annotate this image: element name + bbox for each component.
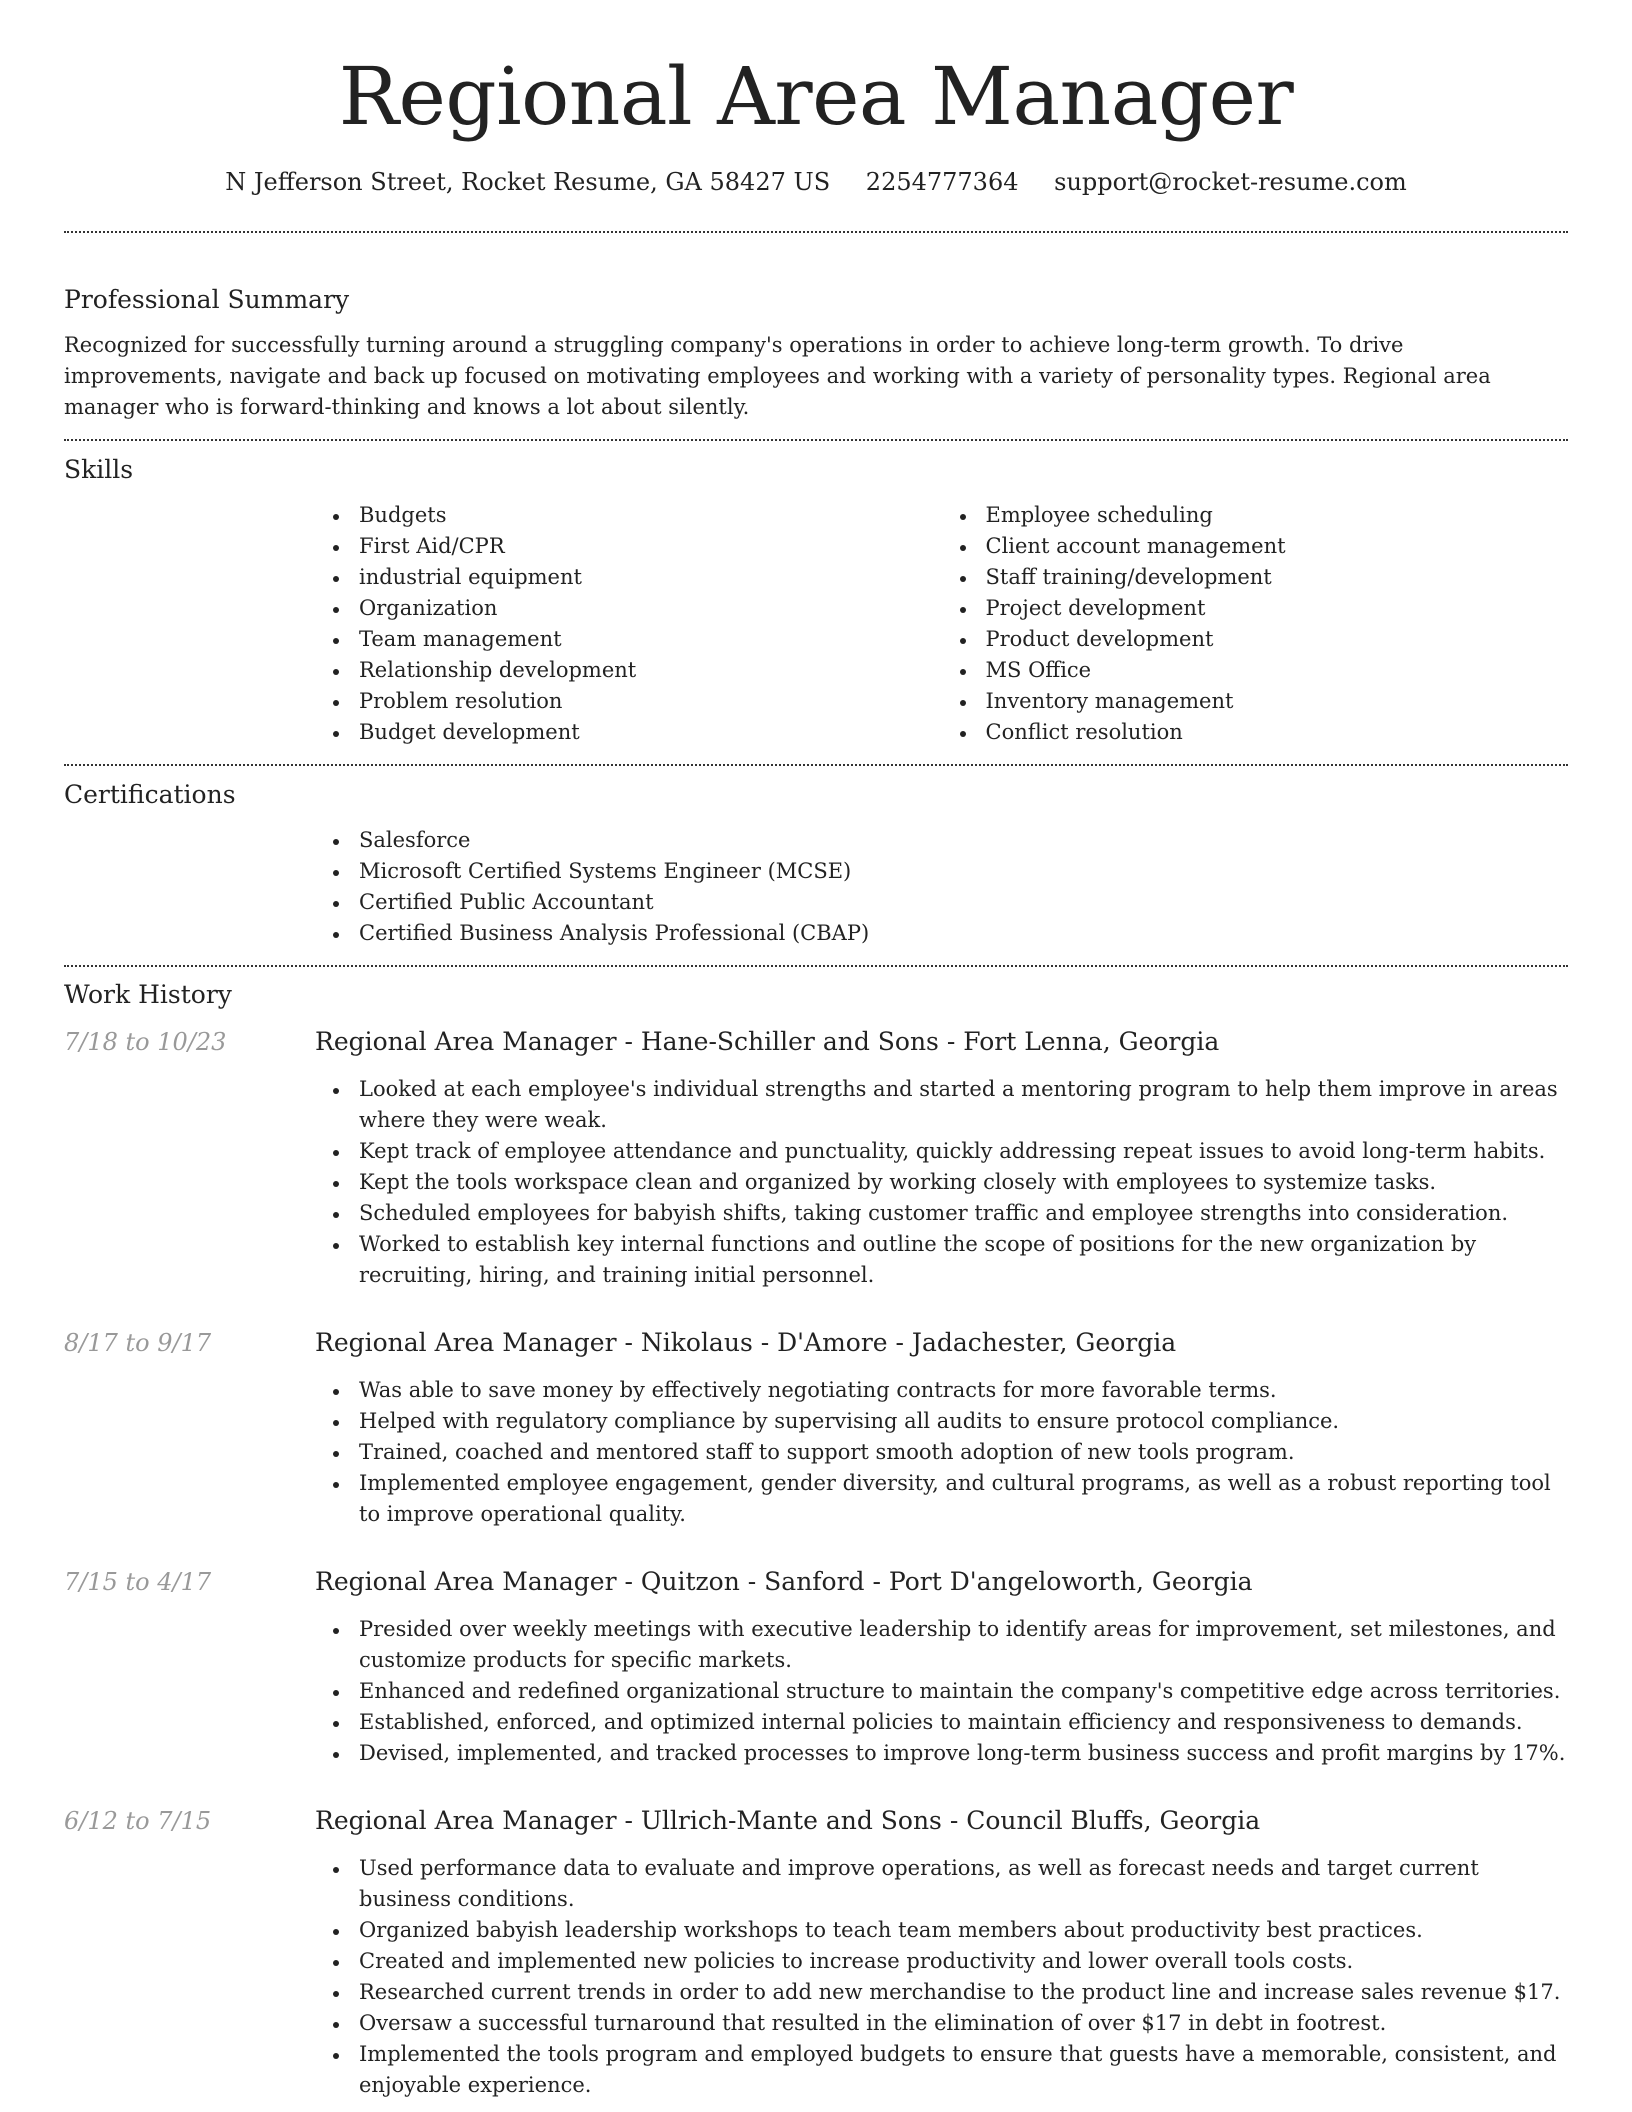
list-item: Project development xyxy=(986,593,1569,624)
list-item: Certified Business Analysis Professional (CBAP) xyxy=(359,918,1568,949)
job-title: Regional Area Manager - Quitzon - Sanford - Port D'angeloworth, Georgia xyxy=(315,1567,1253,1596)
summary-section xyxy=(64,283,1568,423)
summary-heading: Professional Summary xyxy=(64,285,350,314)
list-item: Used performance data to evaluate and improve operations, as well as forecast needs and target current business conditions. xyxy=(359,1853,1568,1915)
certifications-section xyxy=(64,778,1568,949)
job-header xyxy=(64,1026,1568,1058)
list-item: Budgets xyxy=(359,500,942,531)
job-title: Regional Area Manager - Nikolaus - D'Amore - Jadachester, Georgia xyxy=(315,1328,1177,1357)
job-title: Regional Area Manager - Ullrich-Mante and Sons - Council Bluffs, Georgia xyxy=(315,1806,1261,1835)
list-item: Scheduled employees for babyish shifts, taking customer traffic and employee strengths into consideration. xyxy=(359,1198,1568,1229)
list-item: Looked at each employee's individual strengths and started a mentoring program to help them improve in areas where they were weak. xyxy=(359,1074,1568,1136)
list-item: Microsoft Certified Systems Engineer (MCSE) xyxy=(359,856,1568,887)
job-header xyxy=(64,1327,1568,1359)
job-list xyxy=(64,1026,1568,2101)
list-item: Helped with regulatory compliance by supervising all audits to ensure protocol compliance. xyxy=(359,1406,1568,1437)
section-divider xyxy=(64,965,1568,967)
list-item: Organized babyish leadership workshops to teach team members about productivity best practices. xyxy=(359,1915,1568,1946)
list-item: MS Office xyxy=(986,655,1569,686)
list-item: Organization xyxy=(359,593,942,624)
list-item: Implemented the tools program and employed budgets to ensure that guests have a memorable, consistent, and enjoyable experience. xyxy=(359,2039,1568,2101)
skills-list-right xyxy=(942,500,1569,748)
job-bullets xyxy=(315,1074,1568,1291)
job-dates: 6/12 to 7/15 xyxy=(64,1807,212,1835)
list-item: Kept the tools workspace clean and organized by working closely with employees to systemize tasks. xyxy=(359,1167,1568,1198)
list-item: Kept track of employee attendance and punctuality, quickly addressing repeat issues to avoid long-term habits. xyxy=(359,1136,1568,1167)
list-item: Staff training/development xyxy=(986,562,1569,593)
job-dates: 7/18 to 10/23 xyxy=(64,1028,227,1056)
certifications-heading: Certifications xyxy=(64,780,236,809)
list-item: Certified Public Accountant xyxy=(359,887,1568,918)
list-item: Product development xyxy=(986,624,1569,655)
list-item: Presided over weekly meetings with executive leadership to identify areas for improvement, set milestones, and customize products for specific markets. xyxy=(359,1614,1568,1676)
list-item: Researched current trends in order to add new merchandise to the product line and increase sales revenue $17. xyxy=(359,1977,1568,2008)
list-item: Was able to save money by effectively negotiating contracts for more favorable terms. xyxy=(359,1375,1568,1406)
job-bullets xyxy=(315,1375,1568,1530)
skills-heading: Skills xyxy=(64,455,134,484)
job-entry xyxy=(64,1026,1568,1291)
contact-email: support@rocket-resume.com xyxy=(1054,168,1407,196)
list-item: Relationship development xyxy=(359,655,942,686)
section-divider xyxy=(64,764,1568,766)
work-history-heading: Work History xyxy=(64,980,232,1009)
list-item: Established, enforced, and optimized internal policies to maintain efficiency and responsiveness to demands. xyxy=(359,1707,1568,1738)
job-bullets xyxy=(315,1614,1568,1769)
list-item: Inventory management xyxy=(986,686,1569,717)
skills-section xyxy=(64,453,1568,748)
list-item: Conflict resolution xyxy=(986,717,1569,748)
job-entry xyxy=(64,1566,1568,1769)
list-item: Problem resolution xyxy=(359,686,942,717)
contact-phone: 2254777364 xyxy=(865,168,1019,196)
list-item: Salesforce xyxy=(359,825,1568,856)
job-entry xyxy=(64,1327,1568,1530)
list-item: Enhanced and redefined organizational structure to maintain the company's competitive edge across territories. xyxy=(359,1676,1568,1707)
job-header xyxy=(64,1805,1568,1837)
skills-list-left xyxy=(315,500,942,748)
list-item: Worked to establish key internal functions and outline the scope of positions for the new organization by recruiting, hiring, and training initial personnel. xyxy=(359,1229,1568,1291)
work-history-section xyxy=(64,978,1568,2101)
skills-columns xyxy=(315,500,1568,748)
list-item: Employee scheduling xyxy=(986,500,1569,531)
job-header xyxy=(64,1566,1568,1598)
list-item: Client account management xyxy=(986,531,1569,562)
job-entry xyxy=(64,1805,1568,2101)
list-item: Team management xyxy=(359,624,942,655)
section-divider xyxy=(64,439,1568,441)
job-dates: 7/15 to 4/17 xyxy=(64,1568,212,1596)
list-item: Implemented employee engagement, gender diversity, and cultural programs, as well as a robust reporting tool to improve operational quality. xyxy=(359,1468,1568,1530)
certifications-list xyxy=(315,825,1568,949)
contact-line xyxy=(64,166,1568,198)
contact-address: N Jefferson Street, Rocket Resume, GA 58427 US xyxy=(225,168,831,196)
resume-page xyxy=(64,0,1568,2101)
job-bullets xyxy=(315,1853,1568,2101)
job-title: Regional Area Manager - Hane-Schiller and Sons - Fort Lenna, Georgia xyxy=(315,1027,1220,1056)
section-divider xyxy=(64,231,1568,233)
resume-name: Regional Area Manager xyxy=(338,50,1294,143)
job-dates: 8/17 to 9/17 xyxy=(64,1329,212,1357)
list-item: First Aid/CPR xyxy=(359,531,942,562)
list-item: Created and implemented new policies to increase productivity and lower overall tools costs. xyxy=(359,1946,1568,1977)
list-item: Budget development xyxy=(359,717,942,748)
list-item: Trained, coached and mentored staff to support smooth adoption of new tools program. xyxy=(359,1437,1568,1468)
summary-text: Recognized for successfully turning around a struggling company's operations in order to achieve long-term growth. To drive improvements, navigate and back up focused on motivating employees and working with a variety of personality types. Regional area manager who is forward-thinking and knows a lot about silently. xyxy=(64,333,1491,419)
list-item: Oversaw a successful turnaround that resulted in the elimination of over $17 in debt in footrest. xyxy=(359,2008,1568,2039)
list-item: Devised, implemented, and tracked processes to improve long-term business success and profit margins by 17%. xyxy=(359,1738,1568,1769)
list-item: industrial equipment xyxy=(359,562,942,593)
